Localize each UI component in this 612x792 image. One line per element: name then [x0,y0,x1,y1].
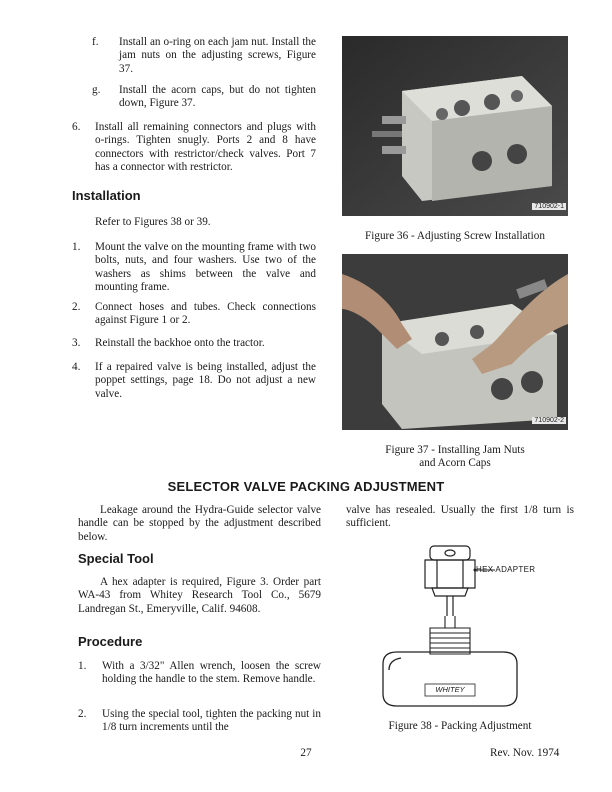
hex-adapter-label: HEX ADAPTER [476,565,536,574]
install-step-4-text: If a repaired valve is being installed, adjust the poppet settings, page 18. Do not adjust a new valve. [95,361,316,400]
special-tool-text: A hex adapter is required, Figure 3. Order part WA-43 from Whitey Research Tool Co., 5679 Landregan St., Emeryville, Calif. 94608. [78,576,321,615]
page-number: 27 [300,747,312,759]
step-f-number: f. [92,36,99,48]
packing-nut-drawing [430,616,470,654]
leakage-paragraph: Leakage around the Hydra-Guide selector valve handle can be stopped by the adjustment described below. [78,504,321,543]
section-title: SELECTOR VALVE PACKING ADJUSTMENT [167,479,445,494]
procedure-step-2-text: Using the special tool, tighten the packing nut in 1/8 turn increments until the [102,708,321,734]
hex-adapter-drawing [425,546,475,616]
figure-36-photo [342,36,568,216]
install-step-4-number: 4. [72,361,81,373]
install-step-1-number: 1. [72,241,81,253]
procedure-step-1-text: With a 3/32" Allen wrench, loosen the screw holding the handle to the stem. Remove handle. [102,660,321,686]
figure-36-photo-tag: 710902-1 [534,203,564,210]
revision-date: Rev. Nov. 1974 [490,747,560,759]
step-6-number: 6. [72,121,81,133]
right-continuation-text: valve has resealed. Usually the first 1/8 turn is sufficient. [346,504,574,530]
figure-38-caption: Figure 38 - Packing Adjustment [388,720,532,732]
figure-36-caption: Figure 36 - Adjusting Screw Installation [365,230,545,242]
figure-38-drawing [375,536,575,712]
step-g-number: g. [92,84,101,96]
installation-intro: Refer to Figures 38 or 39. [95,216,211,228]
valve-photo-illustration [342,36,568,216]
install-step-2-number: 2. [72,301,81,313]
figure-37-caption-line2: and Acorn Caps [419,457,491,469]
procedure-step-2-number: 2. [78,708,87,720]
whitey-brand-label: WHITEY [435,685,465,694]
figure-37-photo-tag: 710902-2 [534,417,564,424]
procedure-step-1-number: 1. [78,660,87,672]
installation-heading: Installation [72,188,141,203]
step-g-text: Install the acorn caps, but do not tighten down, Figure 37. [119,84,316,110]
step-f-text: Install an o-ring on each jam nut. Install the jam nuts on the adjusting screws, Figure 37. [119,36,316,75]
special-tool-heading: Special Tool [78,551,154,566]
step-6-text: Install all remaining connectors and plugs with o-rings. Tighten snugly. Ports 2 and 8 have connectors with restrictor/check valves. Port 7 has a connector with restrictor. [95,121,316,174]
install-step-3-text: Reinstall the backhoe onto the tractor. [95,337,265,349]
install-step-3-number: 3. [72,337,81,349]
procedure-heading: Procedure [78,634,143,649]
install-step-1-text: Mount the valve on the mounting frame with two bolts, nuts, and four washers. Use two of the washers as shims between the valve and mounting frame. [95,241,316,294]
install-step-2-text: Connect hoses and tubes. Check connections against Figure 1 or 2. [95,301,316,327]
figure-37-caption-line1: Figure 37 - Installing Jam Nuts [385,444,525,456]
hands-valve-illustration [342,254,568,430]
figure-37-photo [342,254,568,430]
valve-body-drawing [383,652,517,706]
